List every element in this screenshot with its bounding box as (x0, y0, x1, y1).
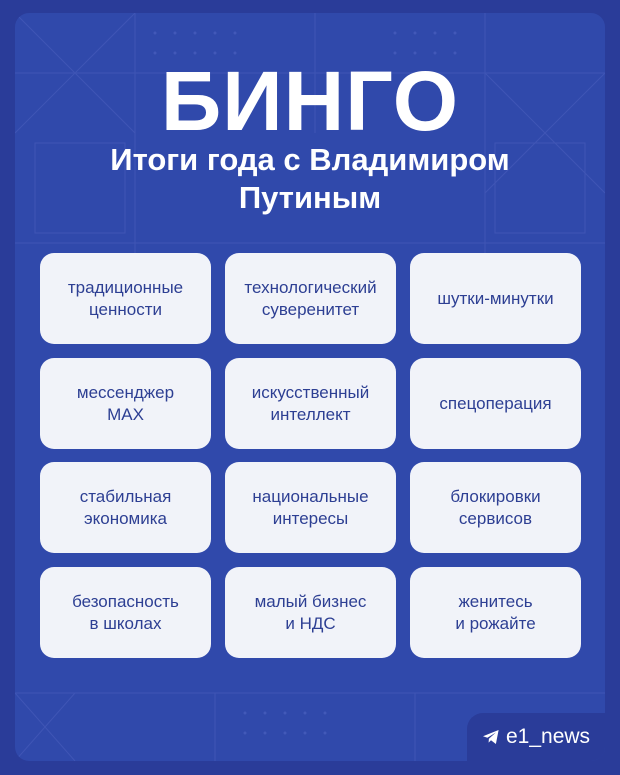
bingo-cell-label: мессенджер MAX (76, 382, 175, 424)
bingo-cell (40, 462, 211, 553)
bingo-cell (410, 253, 581, 344)
bingo-cell-label: технологический суверенитет (244, 277, 377, 319)
bingo-cell-label: искусственный интеллект (251, 382, 370, 424)
bingo-cell (225, 567, 396, 658)
bingo-cell (410, 358, 581, 449)
poster-subtitle: Итоги года с Владимиром Путиным (110, 142, 510, 215)
bingo-cell-label: малый бизнес и НДС (254, 591, 367, 633)
bingo-cell (40, 567, 211, 658)
bingo-cell-label: блокировки сервисов (450, 486, 541, 528)
bingo-cell-label: традиционные ценности (67, 277, 184, 319)
channel-badge (467, 713, 605, 761)
poster-title: БИНГО (160, 54, 460, 148)
bingo-cell-label: безопасность в школах (72, 591, 179, 633)
bingo-cell (410, 567, 581, 658)
bingo-cell (225, 462, 396, 553)
bingo-cell (410, 462, 581, 553)
bingo-cell-label: женитесь и рожайте (455, 591, 536, 633)
bingo-cell-label: национальные интересы (252, 486, 369, 528)
channel-name: e1_news (506, 725, 591, 748)
bingo-cell (40, 253, 211, 344)
bingo-cell-label: шутки-минутки (437, 288, 554, 308)
bingo-panel (15, 13, 605, 761)
telegram-icon (482, 729, 500, 745)
bingo-cell (225, 358, 396, 449)
bingo-cell-label: стабильная экономика (79, 486, 172, 528)
bingo-cell (225, 253, 396, 344)
bingo-grid (40, 253, 581, 658)
bingo-cell-label: спецоперация (439, 393, 552, 413)
bingo-cell (40, 358, 211, 449)
